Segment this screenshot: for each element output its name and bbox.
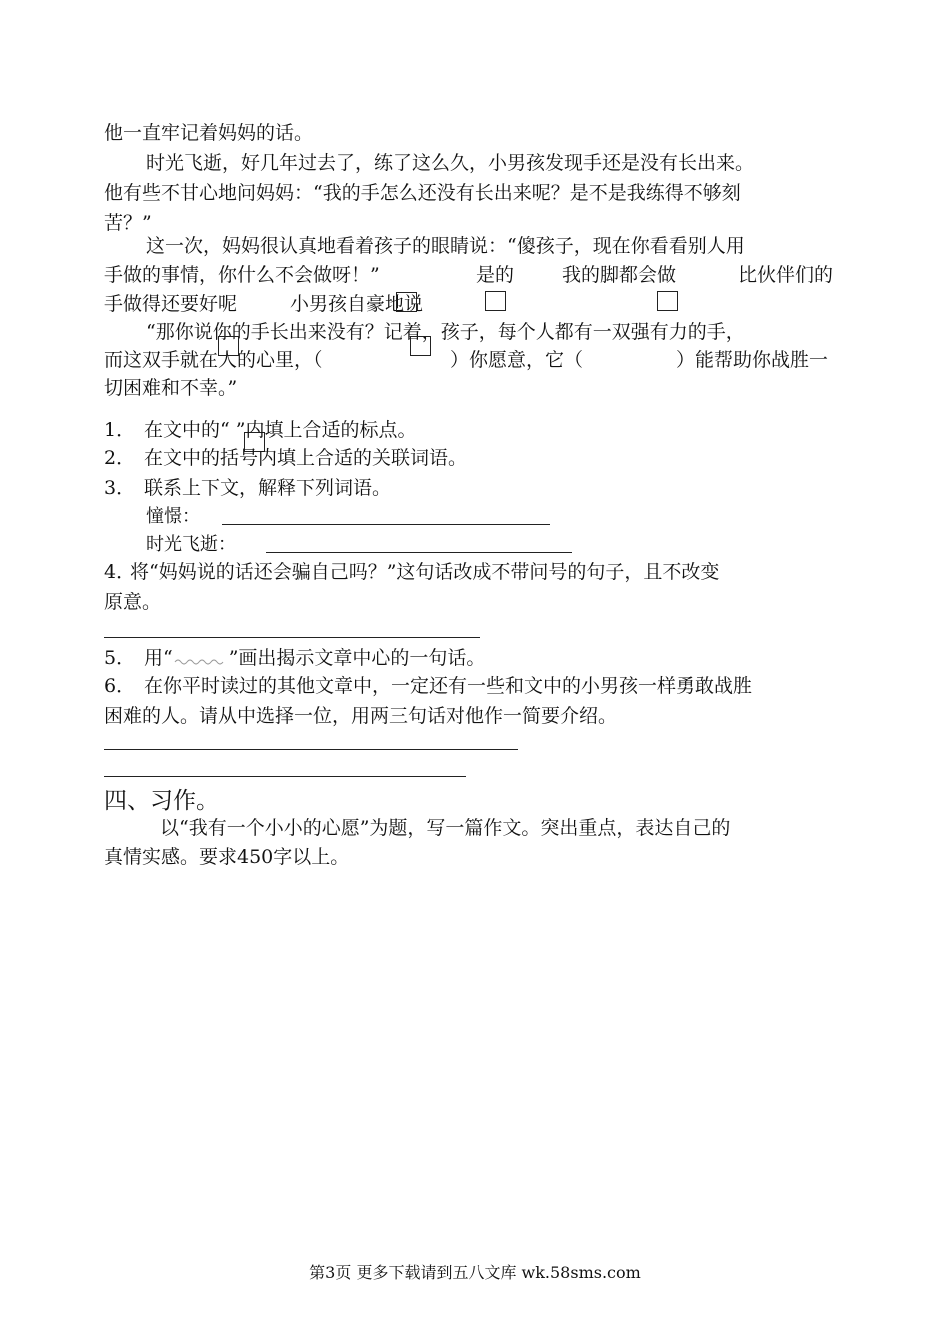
question-3: [104, 473, 391, 503]
question-2-number: 2．: [104, 447, 136, 469]
passage-line-7-part-a: 手做得还要好呢: [104, 293, 238, 315]
question-4: [104, 557, 719, 587]
passage-line-7-part-b: 小男孩自豪地说: [290, 293, 424, 315]
passage-line-9-part-c: ）能帮助你战胜一: [676, 349, 829, 371]
question-2-text: 在文中的括号内填上合适的关联词语。: [144, 447, 468, 469]
question-6-continued: 困难的人。请从中选择一位，用两三句话对他作一简要介绍。: [104, 705, 618, 727]
composition-prompt-line-2: 真情实感。要求450字以上。: [104, 846, 350, 868]
passage-line-9-part-b: ）你愿意，它（: [450, 349, 584, 371]
composition-prompt-line-1: 以“我有一个小小的心愿”为题，写一篇作文。突出重点，表达自己的: [160, 817, 731, 839]
passage-line-8: “那你说你的手长出来没有？记着，孩子，每个人都有一双强有力的手，: [146, 321, 745, 343]
answer-line-term-1[interactable]: [222, 524, 550, 525]
answer-line-q4[interactable]: [104, 637, 480, 638]
question-5: [104, 643, 485, 673]
question-6: [104, 671, 752, 701]
term-longing-label: 憧憬：: [146, 506, 200, 527]
passage-line-4: 苦？”: [104, 212, 152, 234]
punctuation-box-4[interactable]: [218, 336, 239, 356]
punctuation-box-1[interactable]: [396, 292, 417, 312]
answer-line-q6-1[interactable]: [104, 749, 518, 750]
question-6-number: 6．: [104, 675, 136, 697]
question-4-text: 将“妈妈说的话还会骗自己吗？”这句话改成不带问号的句子，且不改变: [130, 561, 720, 583]
passage-line-6-part-a: 手做的事情，你什么不会做呀！”: [104, 264, 380, 286]
passage-line-9: [104, 345, 829, 375]
passage-line-7: [104, 289, 424, 319]
section-four-heading: 四、习作。: [104, 788, 219, 814]
answer-line-term-2[interactable]: [266, 552, 572, 553]
question-5-number: 5．: [104, 647, 136, 669]
question-5-suffix: ”画出揭示文章中心的一句话。: [228, 647, 486, 669]
answer-line-q6-2[interactable]: [104, 776, 466, 777]
wavy-underline-icon: [173, 652, 229, 666]
passage-line-6-part-b: 是的: [476, 264, 515, 286]
question-1: [104, 415, 416, 445]
passage-line-6-part-c: 我的脚都会做: [562, 264, 677, 286]
page-footer: 第3页 更多下载请到五八文库 wk.58sms.com: [309, 1263, 641, 1282]
passage-line-6-part-d: 比伙伴们的: [738, 264, 834, 286]
passage-line-10: 切困难和不幸。”: [104, 377, 238, 399]
question-4-continued: 原意。: [104, 591, 162, 613]
question-1-number: 1．: [104, 419, 136, 441]
question-3-number: 3．: [104, 477, 136, 499]
punctuation-box-2[interactable]: [485, 291, 506, 311]
passage-line-3: 他有些不甘心地问妈妈：“我的手怎么还没有长出来呢？是不是我练得不够刻: [104, 182, 741, 204]
question-3-text: 联系上下文，解释下列词语。: [144, 477, 392, 499]
passage-line-1: 他一直牢记着妈妈的话。: [104, 122, 314, 144]
term-time-flies-label: 时光飞逝：: [146, 534, 236, 555]
passage-line-9-part-a: 而这双手就在人的心里，（: [104, 349, 323, 371]
punctuation-box-3[interactable]: [657, 291, 678, 311]
question-5-prefix: 用“: [144, 647, 173, 669]
passage-line-6: [104, 260, 834, 290]
punctuation-box-5[interactable]: [410, 336, 431, 356]
question-4-number: 4．: [104, 561, 136, 583]
question-6-text: 在你平时读过的其他文章中，一定还有一些和文中的小男孩一样勇敢战胜: [144, 675, 753, 697]
passage-line-5: 这一次，妈妈很认真地看着孩子的眼睛说：“傻孩子，现在你看看别人用: [146, 235, 745, 257]
question-2: [104, 443, 467, 473]
passage-line-2: 时光飞逝，好几年过去了，练了这么久，小男孩发现手还是没有长出来。: [146, 152, 755, 174]
question-1-text: 在文中的“ ”内填上合适的标点。: [144, 419, 417, 441]
